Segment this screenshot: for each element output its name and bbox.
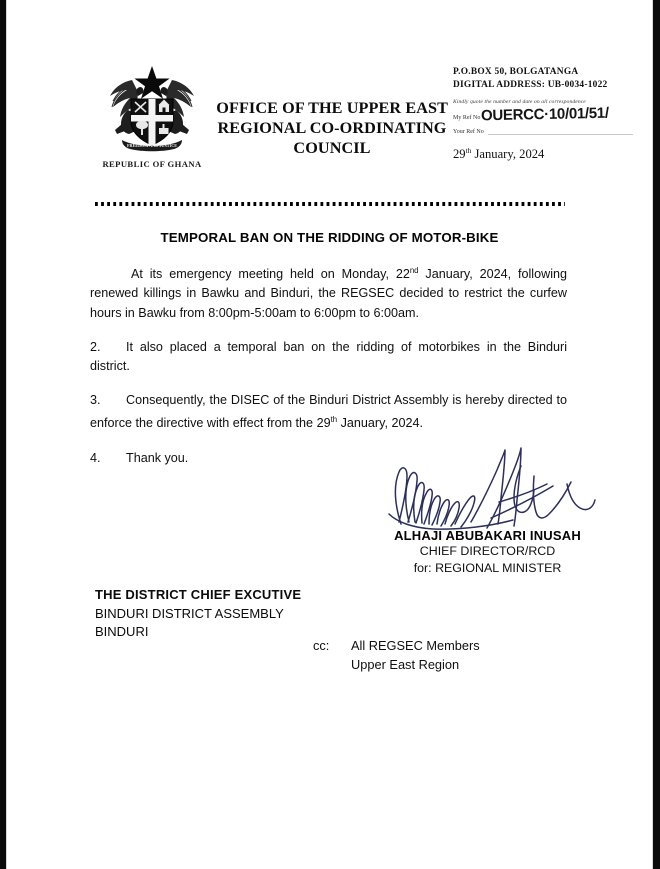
paragraph-4-number: 4.: [90, 450, 101, 465]
dotted-separator-rule: [95, 201, 565, 206]
my-ref-handwritten-value: OUERCC·10/01/51/: [481, 104, 610, 125]
letter-date-rest: January, 2024: [474, 147, 545, 162]
quote-instruction-note: Kindly quote the number and date on all correspondence: [453, 99, 586, 105]
letter-date: [453, 146, 633, 162]
address-block: [453, 66, 633, 162]
scan-edge-band-left: [0, 0, 6, 869]
paragraph-1: [90, 261, 567, 323]
organisation-title-line3: COUNCIL: [293, 139, 371, 157]
crest-block: [92, 58, 212, 169]
your-ref-rule: [488, 134, 633, 135]
handwritten-signature-icon: [371, 436, 601, 534]
cc-line2: Upper East Region: [351, 657, 460, 672]
your-ref-row: [453, 129, 633, 137]
scan-edge-hairline-left: [6, 0, 7, 869]
paragraph-4-text: Thank you.: [126, 450, 189, 465]
paragraph-3-ordinal: th: [330, 415, 338, 425]
addressee-line3: BINDURI: [95, 624, 149, 639]
addressee-block: [95, 586, 301, 642]
signatory-role-line2: for: REGIONAL MINISTER: [413, 561, 562, 575]
paragraph-1-text-b: January, 2024, following renewed killings in Bawku and Binduri, the REGSEC decided to restrict the curfew hours in Bawku from 8:00pm-5:00am to 6:00pm to 6:00am.: [90, 267, 568, 320]
paragraph-3-text-a: Consequently, the DISEC of the Binduri District Assembly is hereby directed to enforce the directive with effect from the 29: [90, 393, 567, 431]
letter-date-suffix: th: [465, 146, 472, 155]
cc-recipients: [351, 636, 480, 674]
paragraph-2-number: 2.: [90, 339, 101, 354]
cc-block: [313, 636, 480, 674]
signature-block: [365, 436, 610, 577]
po-box-line: P.O.BOX 50, BOLGATANGA: [453, 67, 579, 77]
digital-address-line: DIGITAL ADDRESS: UB-0034-1022: [453, 79, 608, 90]
your-ref-label: Your Ref No: [453, 129, 484, 135]
paragraph-2-text: It also placed a temporal ban on the ridding of motorbikes in the Binduri district.: [90, 339, 567, 373]
letter-date-day: 29: [453, 147, 466, 162]
paragraph-3: [90, 391, 567, 434]
paragraph-3-text-b: January, 2024.: [337, 416, 423, 431]
my-ref-row: [453, 106, 633, 123]
addressee-line2: BINDURI DISTRICT ASSEMBLY: [95, 605, 284, 621]
organisation-title: [212, 98, 452, 158]
paper-sheet: [7, 0, 652, 869]
my-ref-label: My Ref No: [453, 115, 481, 121]
ghana-coat-of-arms-icon: [98, 58, 206, 158]
paragraph-3-number: 3.: [90, 393, 101, 408]
cc-label: cc:: [313, 638, 330, 653]
cc-line1: All REGSEC Members: [351, 638, 480, 653]
paragraph-1-text-a: At its emergency meeting held on Monday, 22: [131, 267, 410, 282]
subject-title: TEMPORAL BAN ON THE RIDDING OF MOTOR-BIKE: [160, 230, 499, 245]
svg-text:FREEDOM AND JUSTICE: FREEDOM AND JUSTICE: [126, 143, 178, 148]
addressee-line1: THE DISTRICT CHIEF EXCUTIVE: [95, 587, 302, 602]
paragraph-2: [90, 338, 567, 376]
signatory-name: ALHAJI ABUBAKARI INUSAH: [394, 528, 581, 543]
paragraph-1-ordinal: nd: [409, 266, 419, 275]
crest-caption: REPUBLIC OF GHANA: [102, 159, 202, 169]
signatory-role-line1: CHIEF DIRECTOR/RCD: [419, 544, 556, 558]
letterhead: [7, 58, 652, 193]
organisation-title-line2: REGIONAL CO-ORDINATING: [217, 119, 447, 137]
organisation-title-line1: OFFICE OF THE UPPER EAST: [216, 99, 448, 117]
scan-edge-band-right: [653, 0, 660, 869]
